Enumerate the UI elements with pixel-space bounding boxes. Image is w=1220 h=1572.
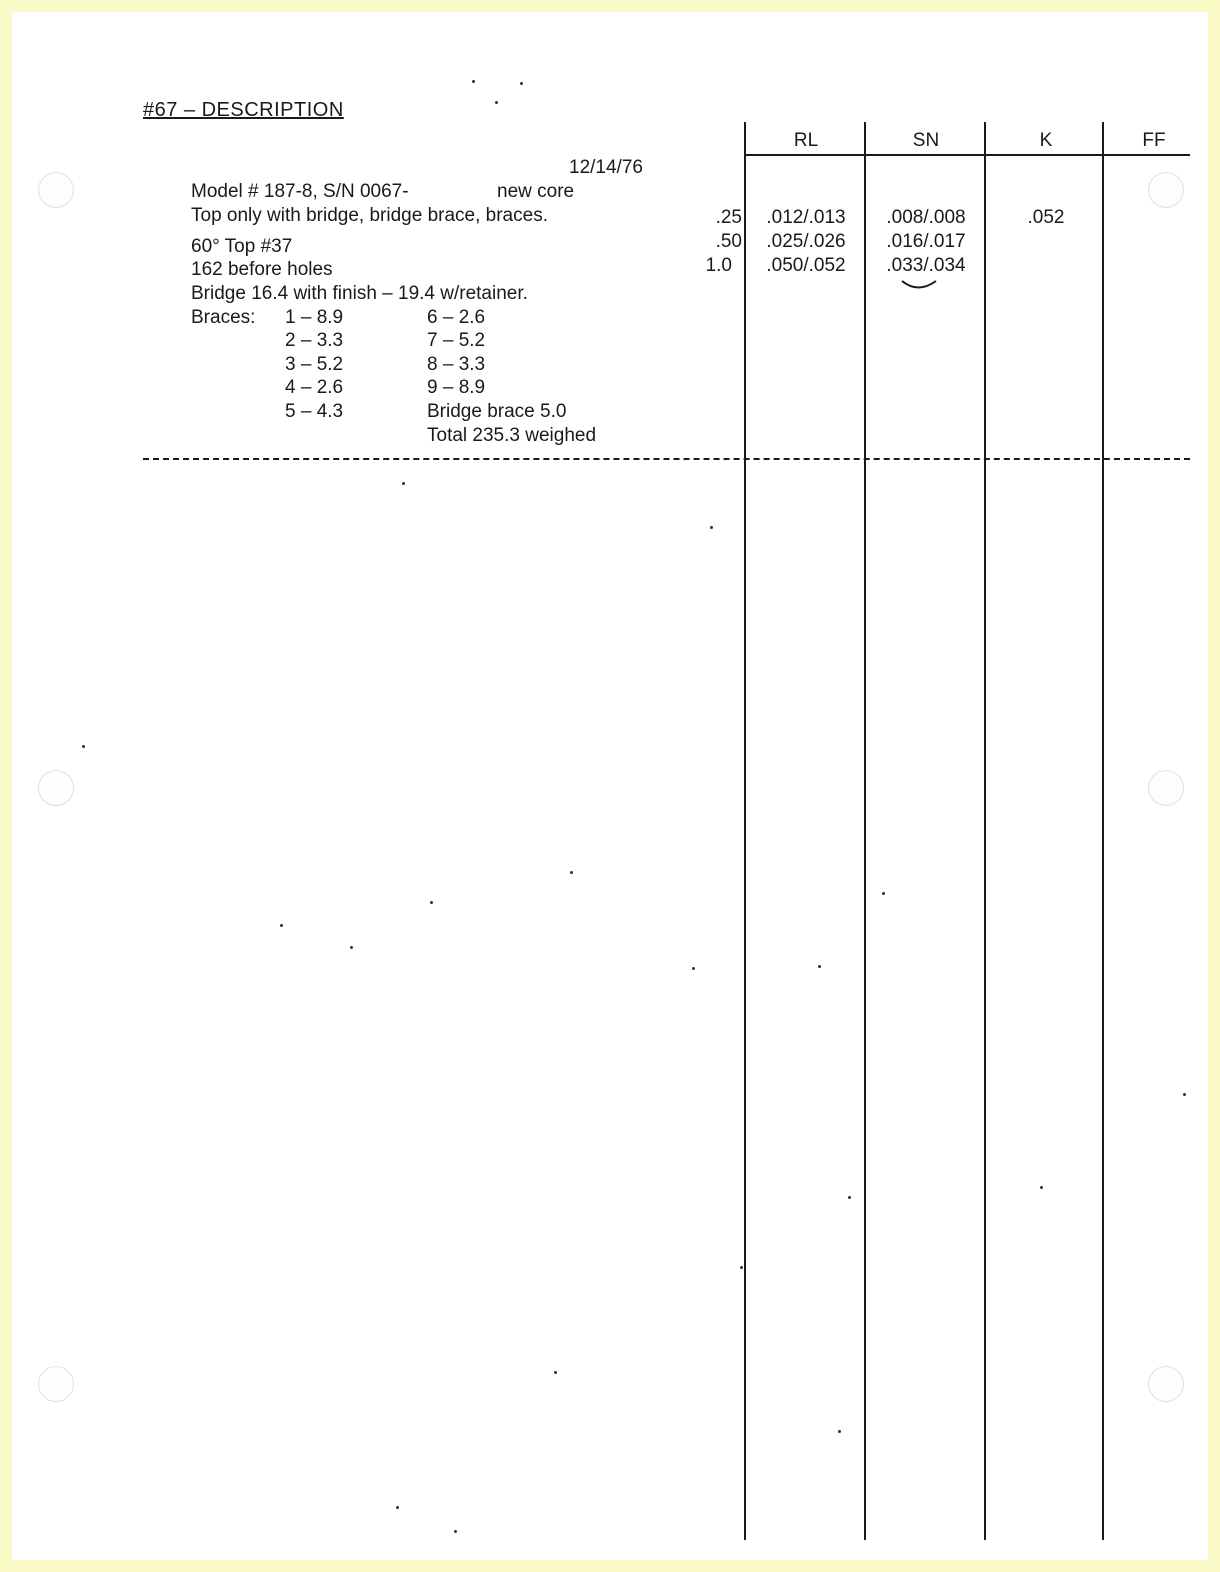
table-cell-sn: .033/.034 bbox=[886, 255, 966, 276]
column-header-sn: SN bbox=[912, 130, 940, 151]
load-value: 1.0 bbox=[705, 255, 732, 276]
scan-speck bbox=[554, 1371, 557, 1374]
document-page bbox=[12, 12, 1208, 1560]
scan-speck bbox=[838, 1430, 841, 1433]
braces-label: Braces: bbox=[191, 307, 256, 328]
table-cell-sn: .016/.017 bbox=[886, 231, 966, 252]
binder-hole-left-middle bbox=[38, 770, 74, 806]
scan-speck bbox=[1040, 1186, 1043, 1189]
model-line: Model # 187-8, S/N 0067- bbox=[191, 181, 409, 202]
scan-speck bbox=[430, 901, 433, 904]
column-header-ff: FF bbox=[1142, 130, 1166, 151]
core-note: new core bbox=[497, 181, 575, 202]
table-cell-k: .052 bbox=[1027, 207, 1065, 228]
bridge-line: Bridge 16.4 with finish – 19.4 w/retainer. bbox=[191, 283, 528, 304]
scan-speck bbox=[350, 946, 353, 949]
brace-item: 5 – 4.3 bbox=[285, 401, 344, 422]
binder-hole-right-middle bbox=[1148, 770, 1184, 806]
scan-speck bbox=[495, 101, 498, 104]
scan-speck bbox=[818, 965, 821, 968]
brace-item: 9 – 8.9 bbox=[427, 377, 486, 398]
scan-speck bbox=[454, 1530, 457, 1533]
scan-speck bbox=[82, 745, 85, 748]
column-divider bbox=[864, 122, 866, 1540]
total-weight: Total 235.3 weighed bbox=[427, 425, 597, 446]
entry-date: 12/14/76 bbox=[569, 157, 643, 178]
load-value: .50 bbox=[715, 231, 742, 252]
column-divider bbox=[1102, 122, 1104, 1540]
header-rule bbox=[744, 154, 1190, 156]
bridge-brace-weight: Bridge brace 5.0 bbox=[427, 401, 567, 422]
scan-speck bbox=[692, 967, 695, 970]
column-divider bbox=[984, 122, 986, 1540]
brace-item: 4 – 2.6 bbox=[285, 377, 344, 398]
scan-speck bbox=[740, 1266, 743, 1269]
scan-speck bbox=[848, 1196, 851, 1199]
scan-speck bbox=[882, 892, 885, 895]
brace-item: 1 – 8.9 bbox=[285, 307, 344, 328]
scan-speck bbox=[1183, 1093, 1186, 1096]
brace-item: 7 – 5.2 bbox=[427, 330, 486, 351]
brace-item: 6 – 2.6 bbox=[427, 307, 486, 328]
binder-hole-left-bottom bbox=[38, 1366, 74, 1402]
table-cell-sn: .008/.008 bbox=[886, 207, 966, 228]
scan-speck bbox=[520, 82, 523, 85]
scan-speck bbox=[710, 526, 713, 529]
before-holes: 162 before holes bbox=[191, 259, 333, 280]
top-number: 60° Top #37 bbox=[191, 236, 293, 257]
binder-hole-right-bottom bbox=[1148, 1366, 1184, 1402]
column-header-k: K bbox=[1039, 130, 1053, 151]
brace-item: 8 – 3.3 bbox=[427, 354, 486, 375]
column-divider bbox=[744, 122, 746, 1540]
table-cell-rl: .012/.013 bbox=[766, 207, 846, 228]
scan-speck bbox=[280, 924, 283, 927]
scan-speck bbox=[472, 80, 475, 83]
table-cell-rl: .025/.026 bbox=[766, 231, 846, 252]
entry-separator bbox=[143, 458, 1190, 460]
load-value: .25 bbox=[715, 207, 742, 228]
column-header-rl: RL bbox=[793, 130, 819, 151]
page-title: #67 – DESCRIPTION bbox=[143, 99, 344, 121]
scan-speck bbox=[570, 871, 573, 874]
scan-speck bbox=[402, 482, 405, 485]
brace-item: 2 – 3.3 bbox=[285, 330, 344, 351]
handwritten-arc-mark bbox=[900, 278, 940, 294]
binder-hole-left-top bbox=[38, 172, 74, 208]
brace-item: 3 – 5.2 bbox=[285, 354, 344, 375]
scan-speck bbox=[396, 1506, 399, 1509]
top-line: Top only with bridge, bridge brace, braces. bbox=[191, 205, 548, 226]
binder-hole-right-top bbox=[1148, 172, 1184, 208]
table-cell-rl: .050/.052 bbox=[766, 255, 846, 276]
